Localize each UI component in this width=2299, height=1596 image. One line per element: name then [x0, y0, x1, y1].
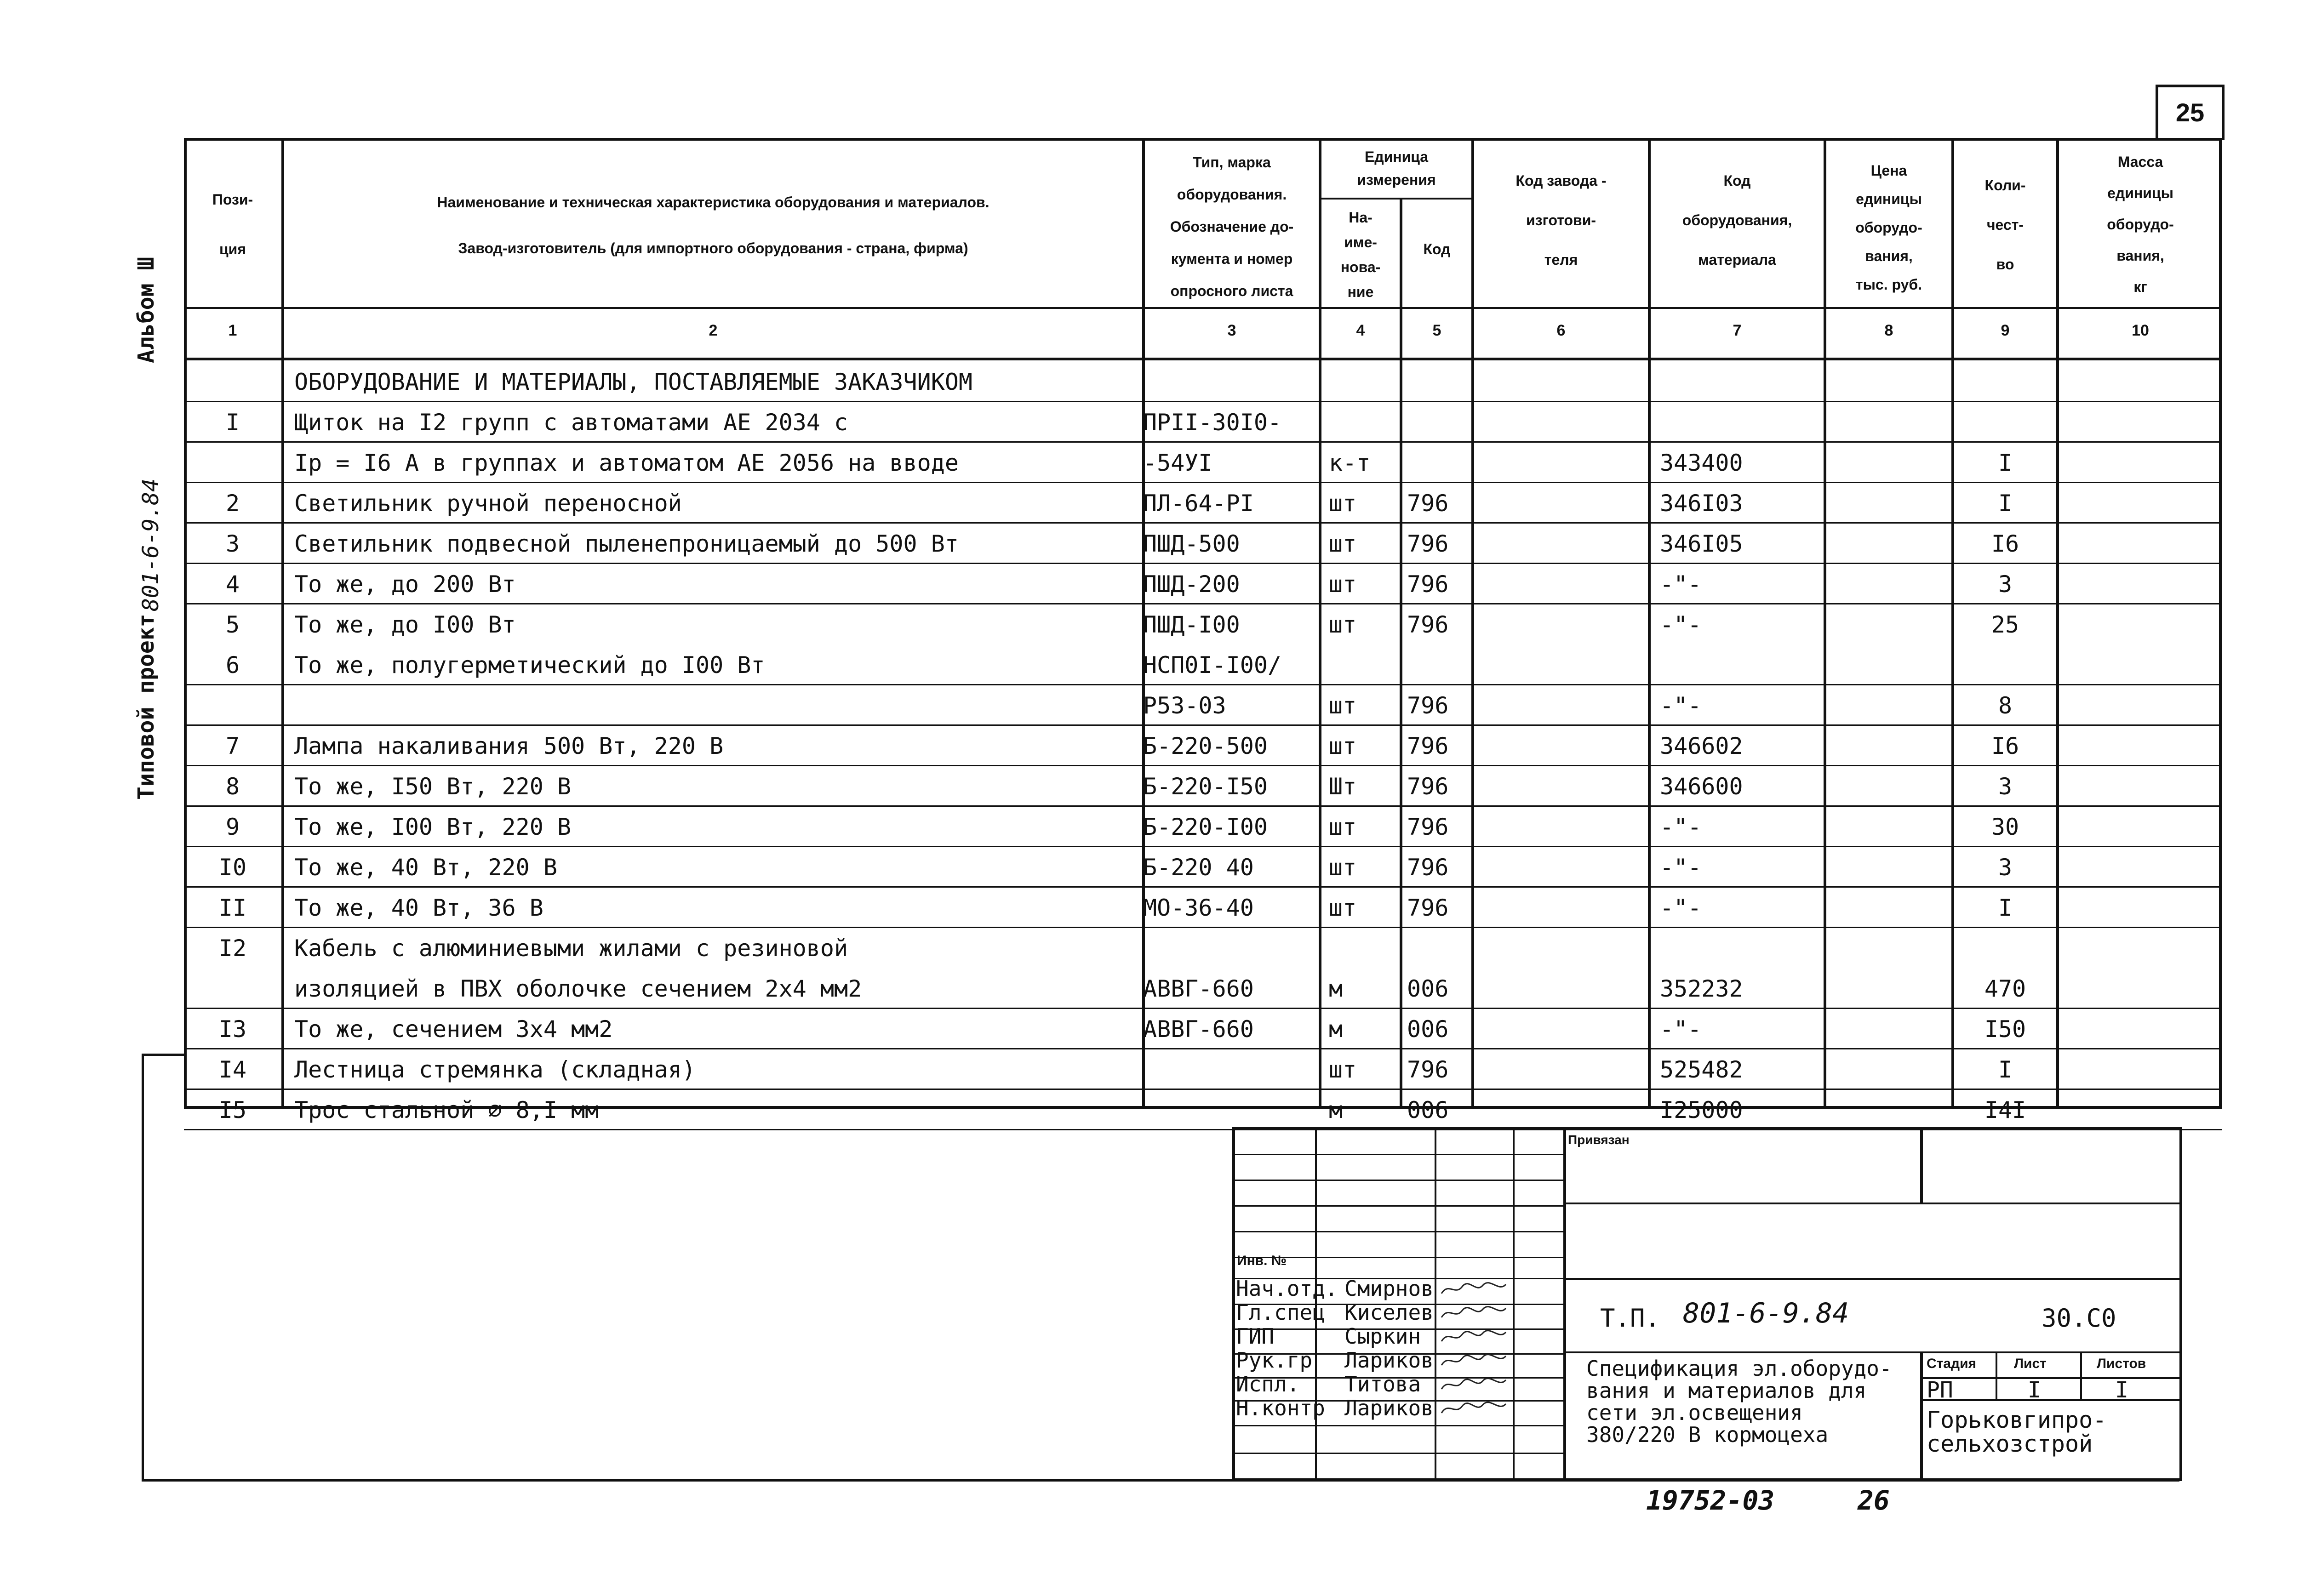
- row-divider: [184, 765, 2222, 766]
- cell-unit: шт: [1329, 490, 1357, 517]
- cell-name: То же, до 200 Вт: [294, 571, 516, 598]
- cell-type: МО-36-40: [1143, 895, 1254, 921]
- cell-unit: шт: [1329, 692, 1357, 719]
- cell-material-code: 346I03: [1660, 490, 1743, 517]
- left-margin-line: [142, 1054, 144, 1481]
- cell-position: I: [225, 409, 240, 436]
- header-qty-line2: чест-: [1986, 217, 2024, 233]
- cell-unit-code: 796: [1407, 895, 1449, 921]
- header-unit-name-line2: име-: [1344, 234, 1377, 251]
- header-mass-line2: единицы: [2107, 185, 2173, 201]
- cell-material-code: 346600: [1660, 773, 1743, 800]
- cell-type: Б-220 40: [1143, 854, 1254, 881]
- cell-material-code: 525482: [1660, 1056, 1743, 1083]
- header-mass-line4: вания,: [2116, 247, 2164, 264]
- stage-value: РП: [1927, 1377, 1953, 1403]
- cell-position: 9: [225, 814, 240, 840]
- row-divider: [184, 1048, 2222, 1049]
- cell-material-code: 346602: [1660, 733, 1743, 759]
- tb-col-6: [1920, 1351, 1923, 1481]
- cell-position: 5: [225, 611, 240, 638]
- header-material-line2: оборудования,: [1682, 212, 1792, 228]
- header-mass: [2059, 146, 2222, 302]
- doc-code-prefix: Т.П.: [1600, 1304, 1660, 1333]
- cell-quantity: 3: [1998, 571, 2013, 598]
- sheet-label: Лист: [2014, 1356, 2047, 1371]
- project-label: Типовой проект: [133, 614, 159, 800]
- col-line-6: [1648, 138, 1651, 1109]
- tb-row-line: [1232, 1154, 1563, 1155]
- cell-quantity: 470: [1984, 975, 2026, 1002]
- row-divider: [184, 563, 2222, 564]
- header-type-line5: опросного листа: [1170, 283, 1293, 299]
- cell-name: Лампа накаливания 500 Вт, 220 В: [294, 733, 724, 759]
- row-divider: [184, 522, 2222, 524]
- cell-unit: м: [1329, 975, 1343, 1002]
- cell-unit-code: 006: [1407, 975, 1449, 1002]
- cell-unit-code: 796: [1407, 490, 1449, 517]
- inv-no-label: Инв. №: [1237, 1253, 1287, 1268]
- row-divider: [184, 441, 2222, 443]
- cell-unit: Шт: [1329, 773, 1357, 800]
- col-line-5: [1471, 138, 1474, 1109]
- cell-unit: шт: [1329, 814, 1357, 840]
- staff-name: Смирнов: [1344, 1276, 1434, 1301]
- header-type: [1145, 146, 1319, 307]
- header-material-line1: Код: [1723, 172, 1751, 189]
- cell-material-code: 346I05: [1660, 530, 1743, 557]
- colnum-bottom-line: [184, 358, 2222, 360]
- header-factory-code: [1474, 161, 1648, 279]
- cell-position: I2: [218, 935, 247, 962]
- tb-row-line: [1232, 1205, 1563, 1207]
- cell-name: ОБОРУДОВАНИЕ И МАТЕРИАЛЫ, ПОСТАВЛЯЕМЫЕ ЗАКАЗЧИКОМ: [294, 369, 973, 395]
- cell-unit-code: 796: [1407, 530, 1449, 557]
- cell-unit: шт: [1329, 611, 1357, 638]
- stage-label: Стадия: [1927, 1356, 1977, 1371]
- cell-unit-code: 796: [1407, 733, 1449, 759]
- cell-type: Б-220-I50: [1143, 773, 1268, 800]
- row-divider: [184, 805, 2222, 807]
- cell-name: То же, I50 Вт, 220 В: [294, 773, 572, 800]
- tb-stage-div1: [1996, 1351, 1997, 1399]
- cell-quantity: I50: [1984, 1016, 2026, 1043]
- signature-scribble: [1439, 1399, 1508, 1418]
- cell-position: II: [218, 895, 247, 921]
- header-price-line2: единицы: [1856, 191, 1922, 207]
- staff-role: Испл.: [1236, 1372, 1300, 1396]
- cell-name: То же, 40 Вт, 220 В: [294, 854, 557, 881]
- colnum-3: 3: [1227, 322, 1236, 339]
- header-position-line2: ция: [219, 241, 246, 257]
- signature-scribble: [1439, 1328, 1508, 1346]
- tb-row-line: [1232, 1453, 1563, 1454]
- header-unit-name: [1321, 205, 1400, 304]
- organization-line-2: сельхозстрой: [1927, 1431, 2093, 1457]
- row-divider: [184, 684, 2222, 685]
- header-unit-name-line4: ние: [1347, 284, 1374, 300]
- row-divider: [184, 401, 2222, 402]
- header-factory-line2: изготови-: [1526, 212, 1596, 228]
- row-divider: [184, 724, 2222, 726]
- cell-type: ПШД-I00: [1143, 611, 1240, 638]
- cell-position: 2: [225, 490, 240, 517]
- staff-role: ГИП: [1236, 1324, 1275, 1349]
- cell-quantity: I: [1998, 490, 2013, 517]
- cell-type: Б-220-500: [1143, 733, 1268, 759]
- header-position-line1: Пози-: [212, 191, 253, 208]
- cell-unit: шт: [1329, 733, 1357, 759]
- staff-name: Титова: [1344, 1372, 1421, 1396]
- header-mass-line5: кг: [2133, 279, 2147, 295]
- colnum-2: 2: [709, 322, 718, 339]
- cell-position: 8: [225, 773, 240, 800]
- cell-unit-code: 006: [1407, 1097, 1449, 1123]
- cell-unit-code: 796: [1407, 692, 1449, 719]
- tb-line-stage2: [1920, 1399, 2179, 1401]
- header-type-line1: Тип, марка: [1193, 154, 1271, 171]
- cell-quantity: I4I: [1984, 1097, 2026, 1123]
- col-line-1: [281, 138, 284, 1109]
- colnum-9: 9: [2001, 322, 2010, 339]
- cell-material-code: I25000: [1660, 1097, 1743, 1123]
- staff-role: Н.контр: [1236, 1396, 1325, 1420]
- header-unit-name-line1: На-: [1349, 209, 1373, 226]
- tb-stage-div2: [2080, 1351, 2082, 1399]
- cell-unit: шт: [1329, 1056, 1357, 1083]
- cell-quantity: 3: [1998, 854, 2013, 881]
- title-block-right-edge: [2179, 1127, 2182, 1481]
- cell-material-code: -"-: [1660, 571, 1702, 598]
- cell-name: Iр = I6 А в группах и автоматом АЕ 2056 на вводе: [294, 450, 959, 476]
- sheets-value: I: [2115, 1377, 2128, 1403]
- staff-name: Лариков: [1344, 1396, 1434, 1420]
- cell-name: То же, до I00 Вт: [294, 611, 516, 638]
- cell-name: То же, полугерметический до I00 Вт: [294, 652, 765, 678]
- cell-unit-code: 796: [1407, 814, 1449, 840]
- cell-quantity: I6: [1991, 733, 2019, 759]
- cell-unit: шт: [1329, 895, 1357, 921]
- cell-material-code: 352232: [1660, 975, 1743, 1002]
- cell-position: 4: [225, 571, 240, 598]
- tb-line-stage: [1920, 1377, 2179, 1379]
- row-divider: [184, 603, 2222, 604]
- header-type-line2: оборудования.: [1177, 186, 1287, 203]
- cell-position: I0: [218, 854, 247, 881]
- tb-line-privyazan: [1563, 1203, 2179, 1204]
- colnum-7: 7: [1733, 322, 1742, 339]
- signature-scribble: [1439, 1280, 1508, 1298]
- tb-line-desc: [1563, 1351, 2179, 1353]
- tb-row-line: [1232, 1231, 1563, 1232]
- colnum-5: 5: [1432, 322, 1441, 339]
- tb-col-4: [1563, 1127, 1566, 1481]
- header-type-line4: кумента и номер: [1171, 251, 1293, 267]
- cell-name: То же, сечением 3х4 мм2: [294, 1016, 613, 1043]
- description-line-1: Спецификация эл.оборудо-: [1586, 1356, 1892, 1381]
- cell-type: ПШД-500: [1143, 530, 1240, 557]
- cell-type: -54УI: [1143, 450, 1212, 476]
- cell-position: I5: [218, 1097, 247, 1123]
- cell-material-code: -"-: [1660, 692, 1702, 719]
- header-mass-line3: оборудо-: [2107, 216, 2174, 233]
- cell-unit-code: 796: [1407, 1056, 1449, 1083]
- header-type-line3: Обозначение до-: [1170, 218, 1294, 235]
- sheet-number-box: [2156, 85, 2225, 140]
- tb-line-code: [1563, 1278, 2179, 1280]
- cell-unit: шт: [1329, 854, 1357, 881]
- header-factory-line1: Код завода -: [1516, 172, 1607, 189]
- cell-material-code: -"-: [1660, 1016, 1702, 1043]
- description-line-4: 380/220 В кормоцеха: [1586, 1422, 1829, 1447]
- header-mass-line1: Масса: [2117, 154, 2163, 170]
- header-name: [284, 179, 1142, 271]
- cell-name: То же, 40 Вт, 36 В: [294, 895, 543, 921]
- cell-position: 7: [225, 733, 240, 759]
- tb-row-line: [1232, 1425, 1563, 1426]
- header-price-line3: оборудо-: [1855, 219, 1922, 236]
- cell-type: ПЛ-64-PI: [1143, 490, 1254, 517]
- cell-type: АВВГ-660: [1143, 1016, 1254, 1043]
- privyazan-label: Привязан: [1568, 1133, 1630, 1147]
- row-divider: [184, 927, 2222, 928]
- header-price-line5: тыс. руб.: [1855, 276, 1922, 293]
- header-price: [1826, 156, 1951, 299]
- row-divider: [184, 1089, 2222, 1090]
- signature-scribble: [1439, 1375, 1508, 1394]
- cell-material-code: -"-: [1660, 854, 1702, 881]
- cell-name: Лестница стремянка (складная): [294, 1056, 696, 1083]
- unit-group-line: [1319, 198, 1471, 200]
- header-factory-line3: теля: [1544, 251, 1578, 268]
- cell-position: I4: [218, 1056, 247, 1083]
- row-divider: [184, 482, 2222, 483]
- header-unit-code: Код: [1423, 241, 1451, 257]
- organization-line-1: Горьковгипро-: [1927, 1407, 2107, 1433]
- staff-name: Лариков: [1344, 1348, 1434, 1373]
- row-divider: [184, 886, 2222, 888]
- cell-unit-code: 006: [1407, 1016, 1449, 1043]
- header-name-line1: Наименование и техническая характеристика оборудования и материалов.: [437, 194, 989, 211]
- colnum-4: 4: [1356, 322, 1365, 339]
- cell-name: изоляцией в ПВХ оболочке сечением 2х4 мм2: [294, 975, 862, 1002]
- colnum-1: 1: [228, 322, 237, 339]
- cell-unit-code: 796: [1407, 571, 1449, 598]
- cell-position: I3: [218, 1016, 247, 1043]
- cell-unit: к-т: [1329, 450, 1371, 476]
- cell-material-code: -"-: [1660, 814, 1702, 840]
- staff-name: Сыркин: [1344, 1324, 1421, 1349]
- cell-name: Трос стальной ∅ 8,I мм: [294, 1097, 599, 1123]
- colnum-6: 6: [1556, 322, 1566, 339]
- album-label: Альбом Ш: [133, 256, 159, 363]
- header-material-line3: материала: [1698, 251, 1776, 268]
- header-unit-name-line3: нова-: [1340, 259, 1381, 275]
- cell-quantity: 3: [1998, 773, 2013, 800]
- cell-type: ПШД-200: [1143, 571, 1240, 598]
- project-number-handwritten: 801-6-9.84: [138, 479, 164, 611]
- staff-role: Рук.гр: [1236, 1348, 1313, 1373]
- header-qty-line1: Коли-: [1984, 177, 2026, 194]
- cell-unit-code: 796: [1407, 854, 1449, 881]
- header-bottom-line: [184, 307, 2222, 309]
- signature-scribble: [1439, 1304, 1508, 1322]
- staff-role: Нач.отд.: [1236, 1276, 1338, 1301]
- cell-name: Светильник подвесной пыленепроницаемый до 500 Вт: [294, 530, 959, 557]
- description-line-2: вания и материалов для: [1586, 1378, 1867, 1403]
- cell-name: Светильник ручной переносной: [294, 490, 682, 517]
- header-unit-line1: Единица: [1364, 148, 1429, 165]
- cell-unit: шт: [1329, 571, 1357, 598]
- cell-name: Щиток на I2 групп с автоматами АЕ 2034 с: [294, 409, 848, 436]
- header-qty-line3: во: [1996, 256, 2014, 273]
- signature-scribble: [1439, 1351, 1508, 1370]
- header-unit-group: [1321, 145, 1471, 191]
- cell-position: 6: [225, 652, 240, 678]
- header-price-line4: вания,: [1865, 248, 1913, 264]
- colnum-8: 8: [1884, 322, 1893, 339]
- cell-unit: м: [1329, 1016, 1343, 1043]
- tb-row-line: [1232, 1180, 1563, 1181]
- cell-quantity: 8: [1998, 692, 2013, 719]
- cell-type: Б-220-I00: [1143, 814, 1268, 840]
- cell-type: НСП0I-I00/: [1143, 652, 1282, 678]
- footer-number: 19752-03: [1646, 1485, 1775, 1516]
- cell-quantity: I6: [1991, 530, 2019, 557]
- cell-unit: м: [1329, 1097, 1343, 1123]
- cell-material-code: -"-: [1660, 895, 1702, 921]
- cell-material-code: -"-: [1660, 611, 1702, 638]
- cell-quantity: I: [1998, 450, 2013, 476]
- cell-material-code: 343400: [1660, 450, 1743, 476]
- footer-page: 26: [1858, 1485, 1890, 1516]
- sheets-label: Листов: [2097, 1356, 2146, 1371]
- cell-quantity: 30: [1991, 814, 2019, 840]
- row-divider: [184, 846, 2222, 847]
- header-quantity: [1954, 165, 2056, 284]
- staff-name: Киселев: [1344, 1300, 1434, 1325]
- cell-type: Р53-03: [1143, 692, 1226, 719]
- sheet-value: I: [2028, 1377, 2041, 1403]
- cell-name: Кабель с алюминиевыми жилами с резиновой: [294, 935, 848, 962]
- cell-unit-code: 796: [1407, 611, 1449, 638]
- sheet-code: 30.C0: [2042, 1304, 2116, 1333]
- header-position: [184, 175, 281, 274]
- cell-name: То же, I00 Вт, 220 В: [294, 814, 572, 840]
- colnum-10: 10: [2132, 322, 2149, 339]
- cell-type: ПРII-30I0-: [1143, 409, 1282, 436]
- header-material-code: [1651, 161, 1824, 279]
- description-line-3: сети эл.освещения: [1586, 1400, 1803, 1425]
- header-name-line2: Завод-изготовитель (для импортного оборудования - страна, фирма): [458, 240, 968, 256]
- cell-position: 3: [225, 530, 240, 557]
- sheet-number: 25: [2175, 98, 2205, 127]
- doc-code: 801-6-9.84: [1683, 1297, 1849, 1329]
- row-divider: [184, 1008, 2222, 1009]
- bottom-frame-line: [142, 1479, 2179, 1482]
- tb-col-5: [1920, 1127, 1923, 1203]
- cell-quantity: I: [1998, 1056, 2013, 1083]
- cell-type: АВВГ-660: [1143, 975, 1254, 1002]
- header-price-line1: Цена: [1870, 162, 1907, 179]
- cell-quantity: 25: [1991, 611, 2019, 638]
- cell-unit-code: 796: [1407, 773, 1449, 800]
- cell-unit: шт: [1329, 530, 1357, 557]
- staff-role: Гл.спец: [1236, 1300, 1325, 1325]
- header-unit-line2: измерения: [1357, 171, 1436, 188]
- cell-quantity: I: [1998, 895, 2013, 921]
- left-margin-tick-top: [142, 1054, 184, 1056]
